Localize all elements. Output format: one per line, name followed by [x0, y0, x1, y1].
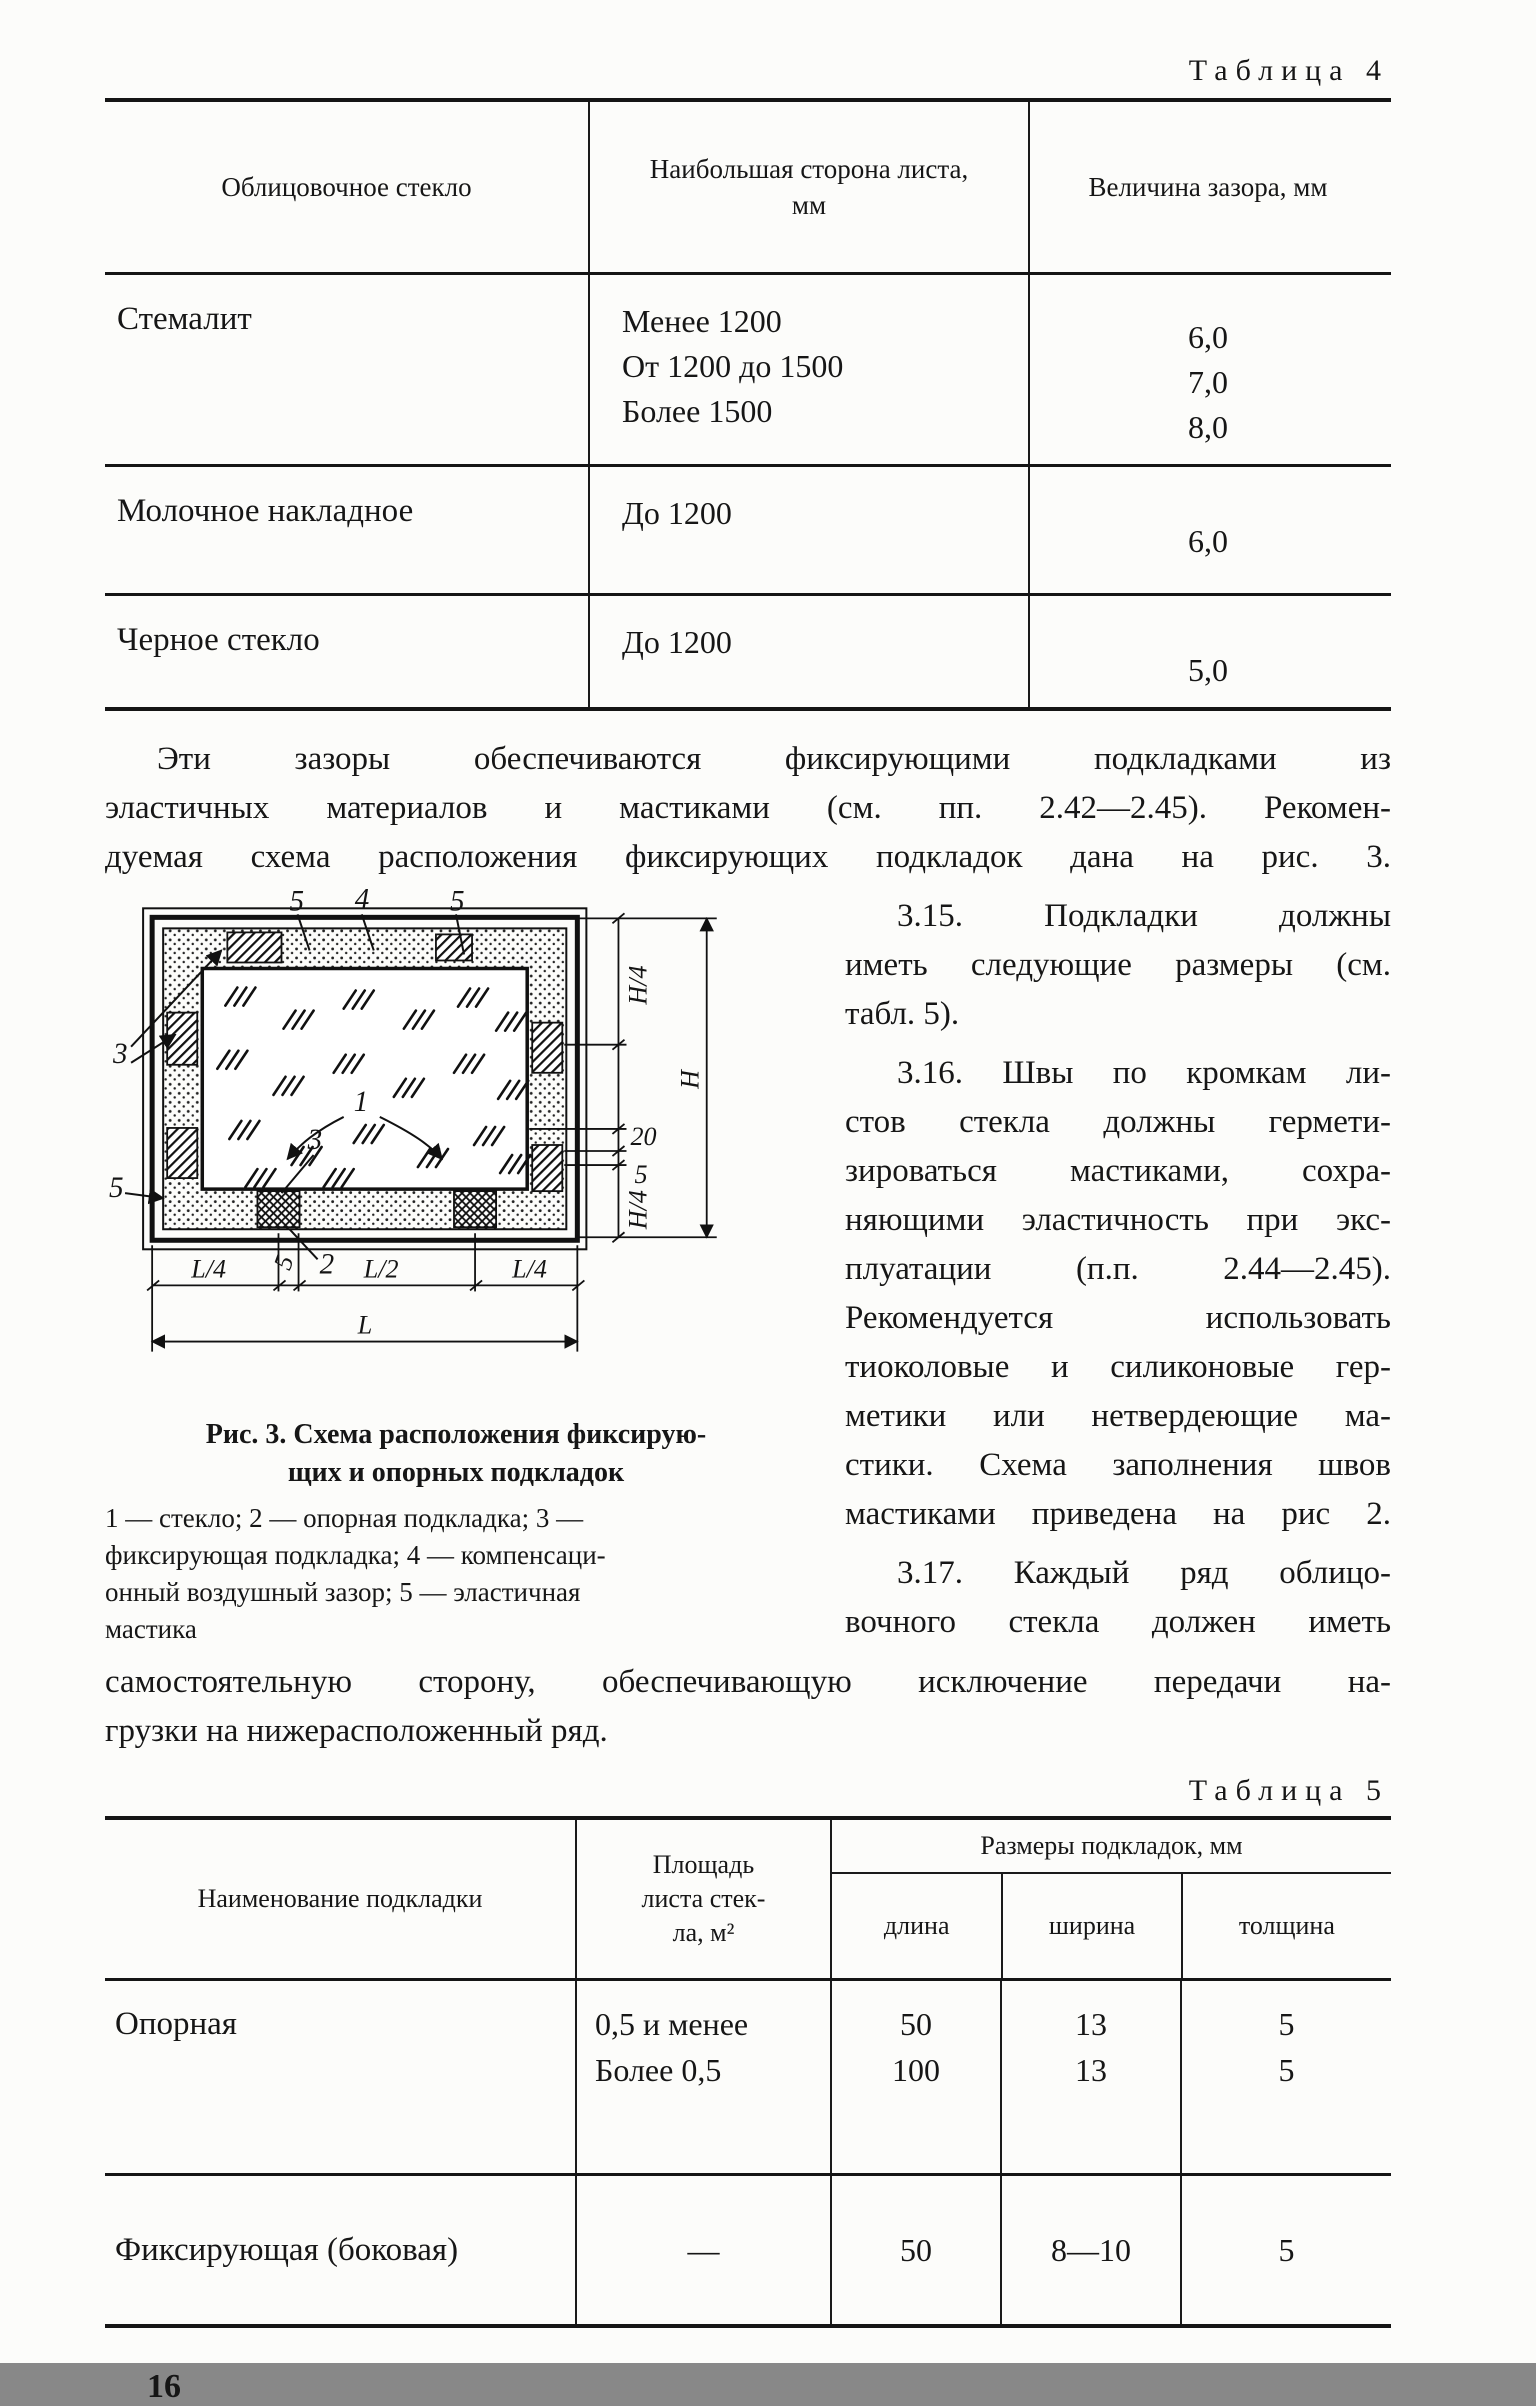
- dim-h4-top: H/4: [623, 965, 653, 1005]
- label-air-gap: 4: [354, 883, 370, 916]
- table5-row-fixing: [105, 2176, 1391, 2324]
- two-column-zone: [105, 883, 1391, 1648]
- dim-5-right: 5: [634, 1160, 648, 1190]
- glass-name: Черное стекло: [117, 622, 320, 658]
- table5-header-sizes-title: Размеры подкладок, мм: [832, 1820, 1391, 1874]
- label-support-pad: 2: [319, 1248, 335, 1281]
- width-values: 13 13: [1000, 1981, 1180, 2173]
- table5-header-row: [105, 1820, 1391, 1981]
- sheet-area-values: 0,5 и менее Более 0,5: [575, 1981, 830, 2173]
- gap-values: 6,0 7,0 8,0: [1028, 275, 1386, 464]
- dim-l: L: [357, 1310, 373, 1340]
- dim-5-bottom: 5: [267, 1251, 300, 1274]
- figure-3: [105, 883, 807, 1648]
- glass-name: Молочное накладное: [117, 493, 414, 529]
- figure-legend: 1 — стекло; 2 — опорная подкладка; 3 — фиксирующая подкладка; 4 — компенсаци- онный воздушный зазор; 5 — эластичная мастика: [105, 1503, 606, 1644]
- label-mastic-top-right: 5: [449, 885, 465, 918]
- table4-label: Таблица 4: [1188, 54, 1389, 87]
- table5-subheader-width: ширина: [1001, 1874, 1180, 1978]
- sheet-side-values: До 1200: [588, 467, 1028, 593]
- table4: [105, 98, 1391, 711]
- figure-caption: Рис. 3. Схема расположения фиксирую- щих и опорных подкладок: [205, 1419, 707, 1488]
- dim-20: 20: [630, 1121, 657, 1151]
- page-content: [105, 0, 1391, 2406]
- width-value: 8—10: [1000, 2176, 1180, 2324]
- table5-subheader-thickness: толщина: [1181, 1874, 1391, 1978]
- intro-paragraph: Эти зазоры обеспечиваются фиксирующими подкладками из эластичных материалов и мастиками (см. пп. 2.42—2.45). Рекомен- дуемая схема расположения фиксирующих подкладок дана на рис. 3.: [105, 741, 1391, 875]
- pad-name: Опорная: [115, 2006, 237, 2042]
- continuation-paragraph: самостоятельную сторону, обеспечивающую исключение передачи на- грузки на нижерасположенный ряд.: [105, 1664, 1391, 1749]
- body-text-column: 3.15. Подкладки должны иметь следующие размеры (см. табл. 5). 3.16. Швы по кромкам ли- стов стекла должны гермети- зироваться мастиками, сохра- няющими эластичность при экс- плуатации (п.п. 2.44—2.45). Рекомендуется использовать тиоколовые и силиконовые гер- метики или нетвердеющие ма- стики. Схема заполнения швов мастиками приведена на рис 2. 3.17. Каждый ряд облицо- вочного стекла должен иметь: [845, 898, 1391, 1640]
- length-value: 50: [830, 2176, 1000, 2324]
- table5-header-sizes: [830, 1820, 1391, 1978]
- length-values: 50 100: [830, 1981, 1000, 2173]
- gap-values: 6,0: [1028, 467, 1386, 593]
- dim-l2: L/2: [363, 1254, 399, 1284]
- table5: [105, 1816, 1391, 2328]
- dim-l4-right: L/4: [512, 1254, 547, 1284]
- table4-row-stemalit: [105, 275, 1391, 467]
- table5-subheader-row: [832, 1874, 1391, 1978]
- gap-values: 5,0: [1028, 596, 1386, 707]
- sheet-area-value: —: [575, 2176, 830, 2324]
- dim-l4-left: L/4: [191, 1254, 227, 1284]
- label-fixing-pad: 3: [307, 1124, 323, 1157]
- sheet-side-values: Менее 1200 От 1200 до 1500 Более 1500: [588, 275, 1028, 464]
- figure-3-diagram: [105, 883, 807, 1399]
- label-mastic-left: 5: [109, 1172, 124, 1205]
- page-number: 16: [147, 2368, 181, 2405]
- glass-name: Стемалит: [117, 301, 252, 337]
- table4-row-milk-glass: [105, 467, 1391, 596]
- table5-label: Таблица 5: [1188, 1774, 1389, 1807]
- thickness-value: 5: [1180, 2176, 1391, 2324]
- pad-name: Фиксирующая (боковая): [115, 2232, 459, 2268]
- table5-header-area: Площадь листа стек- ла, м²: [575, 1820, 830, 1978]
- label-mastic-top-left: 5: [289, 885, 305, 918]
- sheet-side-values: До 1200: [588, 596, 1028, 707]
- dim-h4-bottom: H/4: [623, 1190, 653, 1230]
- table4-row-black-glass: [105, 596, 1391, 707]
- table5-row-support: [105, 1981, 1391, 2176]
- table4-header-gap: Величина зазора, мм: [1028, 102, 1386, 272]
- table5-header-name: Наименование подкладки: [197, 1884, 483, 1913]
- label-fixing-pad-left: 3: [113, 1037, 128, 1070]
- label-glass: 1: [353, 1085, 369, 1118]
- table4-header-row: [105, 102, 1391, 275]
- thickness-values: 5 5: [1180, 1981, 1391, 2173]
- table4-header-side: Наибольшая сторона листа, мм: [588, 102, 1028, 272]
- table4-header-glass: Облицовочное стекло: [221, 172, 472, 202]
- dim-h: H: [675, 1070, 705, 1089]
- table5-subheader-length: длина: [883, 1911, 950, 1940]
